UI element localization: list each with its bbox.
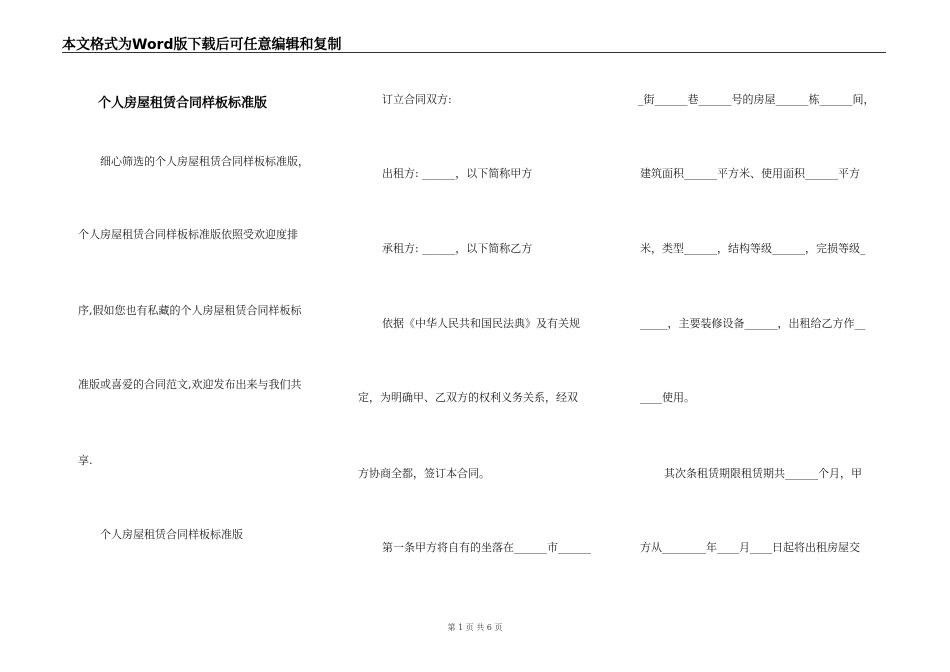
paragraph-line: 细心筛选的个人房屋租赁合同样板标准版， bbox=[100, 155, 309, 168]
paragraph-line: 订立合同双方: bbox=[382, 93, 452, 106]
paragraph-line: 承租方: ______，以下简称乙方 bbox=[382, 242, 533, 255]
page-number-footer: 第 1 页 共 6 页 bbox=[447, 623, 503, 632]
paragraph-line: 个人房屋租赁合同样板标准版依照受欢迎度排 bbox=[78, 228, 298, 241]
paragraph-line: 建筑面积______平方米、使用面积______平方 bbox=[640, 167, 860, 180]
paragraph-line: _街______巷______号的房屋______栋______间， bbox=[638, 93, 875, 106]
paragraph-line: 准版或喜爱的合同范文,欢迎发布出来与我们共 bbox=[78, 378, 302, 391]
paragraph-line: 其次条租赁期限租赁期共______个月，甲 bbox=[664, 467, 862, 480]
document-title: 个人房屋租赁合同样板标准版 bbox=[98, 96, 268, 111]
header-rule bbox=[62, 52, 886, 53]
paragraph-line: ____使用。 bbox=[640, 391, 695, 404]
paragraph-line: 方从________年____月____日起将出租房屋交 bbox=[640, 541, 860, 554]
paragraph-line: 依据《中华人民共和国民法典》及有关规 bbox=[382, 317, 580, 330]
paragraph-line: 序,假如您也有私藏的个人房屋租赁合同样板标 bbox=[78, 304, 302, 317]
paragraph-line: _____，主要装修设备______，出租给乙方作__ bbox=[640, 317, 866, 330]
paragraph-line: 出租方: ______，以下简称甲方 bbox=[382, 167, 533, 180]
section-heading: 个人房屋租赁合同样板标准版 bbox=[100, 528, 243, 541]
paragraph-line: 米，类型______，结构等级______，完损等级_ bbox=[640, 242, 866, 255]
header-text: 本文格式为Word版下载后可任意编辑和复制 bbox=[62, 37, 342, 53]
paragraph-line: 定，为明确甲、乙双方的权利义务关系，经双 bbox=[358, 391, 578, 404]
paragraph-line: 方协商全都，签订本合同。 bbox=[358, 467, 490, 480]
paragraph-line: 享. bbox=[78, 454, 93, 467]
paragraph-line: 第一条甲方将自有的坐落在______市______ bbox=[382, 541, 591, 554]
